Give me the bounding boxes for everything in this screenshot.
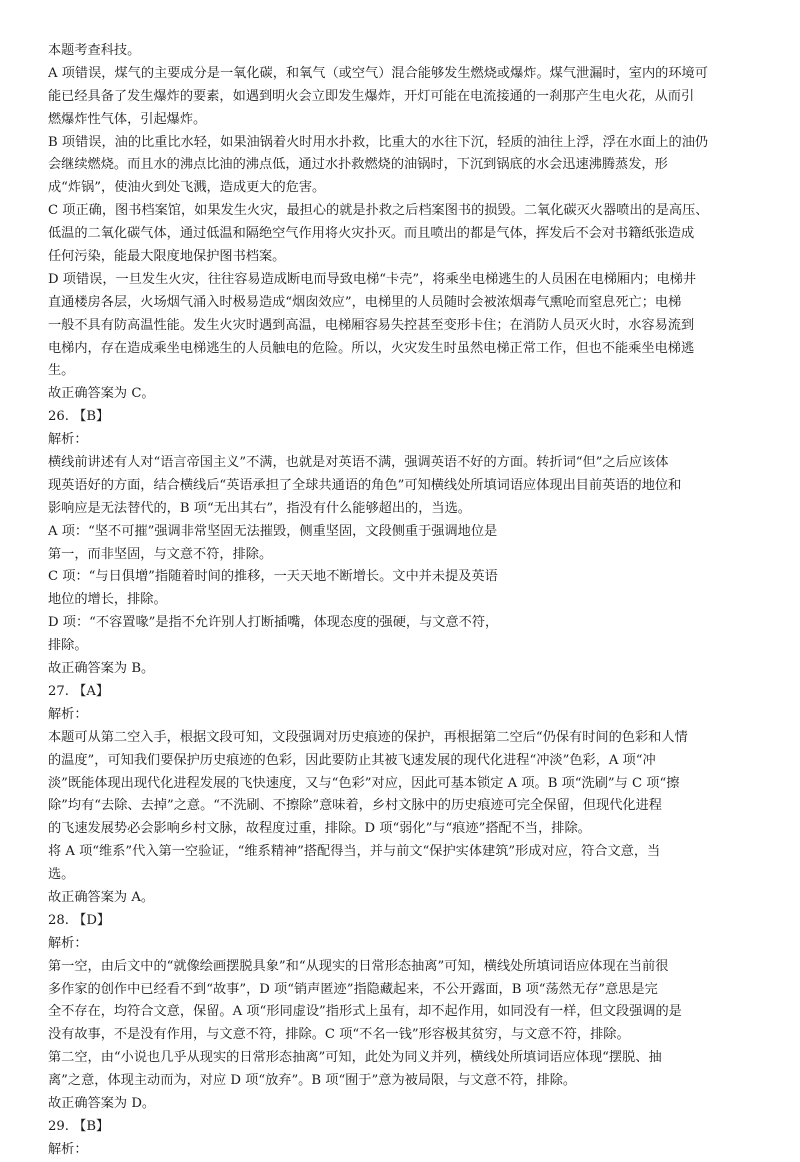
text-line: B 项错误，油的比重比水轻，如果油锅着火时用水扑救，比重大的水往下沉，轻质的油往上浮，浮在水面上的油仍 (48, 134, 709, 150)
text-line: C 项正确，图书档案馆，如果发生火灾，最担心的就是扑救之后档案图书的损毁。二氧化碳灭火器喷出的是高压、 (48, 203, 709, 219)
text-line: 淡”既能体现出现代化进程发展的飞快速度，又与“色彩”对应，因此可基本锁定 A 项。B 项“洗刷”与 C 项“擦 (48, 775, 680, 791)
text-line: 离”之意，体现主动而为，对应 D 项“放弃”。B 项“囿于”意为被局限，与文意不符，排除。 (48, 1073, 577, 1089)
text-line: 解析： (48, 432, 88, 448)
text-line: 现英语好的方面，结合横线后“英语承担了全球共通语的角色”可知横线处所填词语应体现出目前英语的地位和 (48, 477, 682, 493)
text-line: 故正确答案为 B。 (48, 661, 155, 677)
text-line: 29. 【B】 (48, 1118, 110, 1134)
text-line: 第一，而非坚固，与文意不符，排除。 (48, 546, 273, 562)
text-line: 除”均有“去除、去掉”之意。“不洗刷、不擦除”意味着，乡村文脉中的历史痕迹可完全保留，但现代化进程 (48, 798, 662, 814)
text-line: 故正确答案为 C。 (48, 386, 155, 402)
text-line: D 项：“不容置喙”是指不允许别人打断插嘴，体现态度的强硬，与文意不符， (48, 615, 499, 631)
text-line: 地位的增长，排除。 (48, 592, 167, 608)
text-line: 影响应是无法替代的，B 项“无出其右”，指没有什么能够超出的，当选。 (48, 500, 471, 516)
text-line: 解析： (48, 706, 88, 722)
text-line: 将 A 项“维系”代入第一空验证，“维系精神”搭配得当，并与前文“保护实体建筑”形成对应，符合文意，当 (48, 844, 661, 860)
text-line: 能已经具备了发生爆炸的要素，如遇到明火会立即发生爆炸，开灯可能在电流接通的一刹那产生电火花，从而引 (48, 88, 695, 104)
text-line: D 项错误，一旦发生火灾，往往容易造成断电而导致电梯“卡壳”，将乘坐电梯逃生的人员困在电梯厢内；电梯井 (48, 271, 697, 287)
text-line: 选。 (48, 867, 75, 883)
text-line: 解析： (48, 1141, 88, 1157)
text-line: 生。 (48, 363, 75, 379)
text-line: 成“炸锅”，使油火到处飞溅，造成更大的危害。 (48, 180, 326, 196)
text-line: C 项：“与日俱增”指随着时间的推移，一天天地不断增长。文中并未提及英语 (48, 569, 498, 585)
text-line: 低温的二氧化碳气体，通过低温和隔绝空气作用将火灾扑灭。而且喷出的都是气体，挥发后不会对书籍纸张造成 (48, 226, 695, 242)
text-line: 故正确答案为 A。 (48, 889, 155, 905)
text-line: 故正确答案为 D。 (48, 1095, 156, 1111)
text-line: 一般不具有防高温性能。发生火灾时遇到高温，电梯厢容易失控甚至变形卡住；在消防人员灭火时，水容易流到 (48, 317, 695, 333)
text-line: 的温度”，可知我们要保护历史痕迹的色彩，因此要防止其被飞速发展的现代化进程“冲淡”色彩，A 项“冲 (48, 752, 656, 768)
text-line: 的飞速发展势必会影响乡村文脉，故程度过重，排除。D 项“弱化”与“痕迹”搭配不当，排除。 (48, 821, 591, 837)
text-line: 电梯内，存在造成乘坐电梯逃生的人员触电的危险。所以，火灾发生时虽然电梯正常工作，但也不能乘坐电梯逃 (48, 340, 695, 356)
text-line: 28. 【D】 (48, 912, 111, 928)
text-line: 没有故事，不是没有作用，与文意不符，排除。C 项“不名一钱”形容极其贫穷，与文意不符，排除。 (48, 1027, 630, 1043)
text-line: A 项错误，煤气的主要成分是一氧化碳，和氧气（或空气）混合能够发生燃烧或爆炸。煤气泄漏时，室内的环境可 (48, 65, 708, 81)
text-line: 直通楼房各层，火场烟气涌入时极易造成“烟囱效应”，电梯里的人员随时会被浓烟毒气熏呛而窒息死亡；电梯 (48, 294, 682, 310)
text-line: 任何污染，能最大限度地保护图书档案。 (48, 249, 286, 265)
text-line: 多作家的创作中已经看不到“故事”，D 项“销声匿迹”指隐藏起来，不公开露面，B 项“荡然无存”意思是完 (48, 981, 658, 997)
text-line: 解析： (48, 935, 88, 951)
text-line: 排除。 (48, 638, 88, 654)
text-line: 本题考查科技。 (48, 43, 141, 58)
text-line: 会继续燃烧。而且水的沸点比油的沸点低，通过水扑救燃烧的油锅时，下沉到锅底的水会迅速沸腾蒸发，形 (48, 157, 668, 173)
text-line: 横线前讲述有人对“语言帝国主义”不满，也就是对英语不满，强调英语不好的方面。转折词“但”之后应该体 (48, 455, 669, 471)
text-line: 26. 【B】 (48, 409, 110, 425)
text-line: 第二空，由“小说也几乎从现实的日常形态抽离”可知，此处为同义并列，横线处所填词语应体现“摆脱、抽 (48, 1050, 662, 1066)
text-line: 本题可从第二空入手，根据文段可知，文段强调对历史痕迹的保护，再根据第二空后“仍保有时间的色彩和人情 (48, 729, 688, 745)
text-line: 全不存在，均符合文意，保留。A 项“形同虚设”指形式上虽有，却不起作用，如同没有一样，但文段强调的是 (48, 1004, 682, 1020)
text-line: 燃爆炸性气体，引起爆炸。 (48, 111, 207, 127)
text-line: A 项：“坚不可摧”强调非常坚固无法摧毁，侧重坚固，文段侧重于强调地位是 (48, 523, 498, 539)
text-line: 27. 【A】 (48, 683, 110, 699)
text-line: 第一空，由后文中的“就像绘画摆脱具象”和“从现实的日常形态抽离”可知，横线处所填词语应体现在当前很 (48, 958, 669, 974)
